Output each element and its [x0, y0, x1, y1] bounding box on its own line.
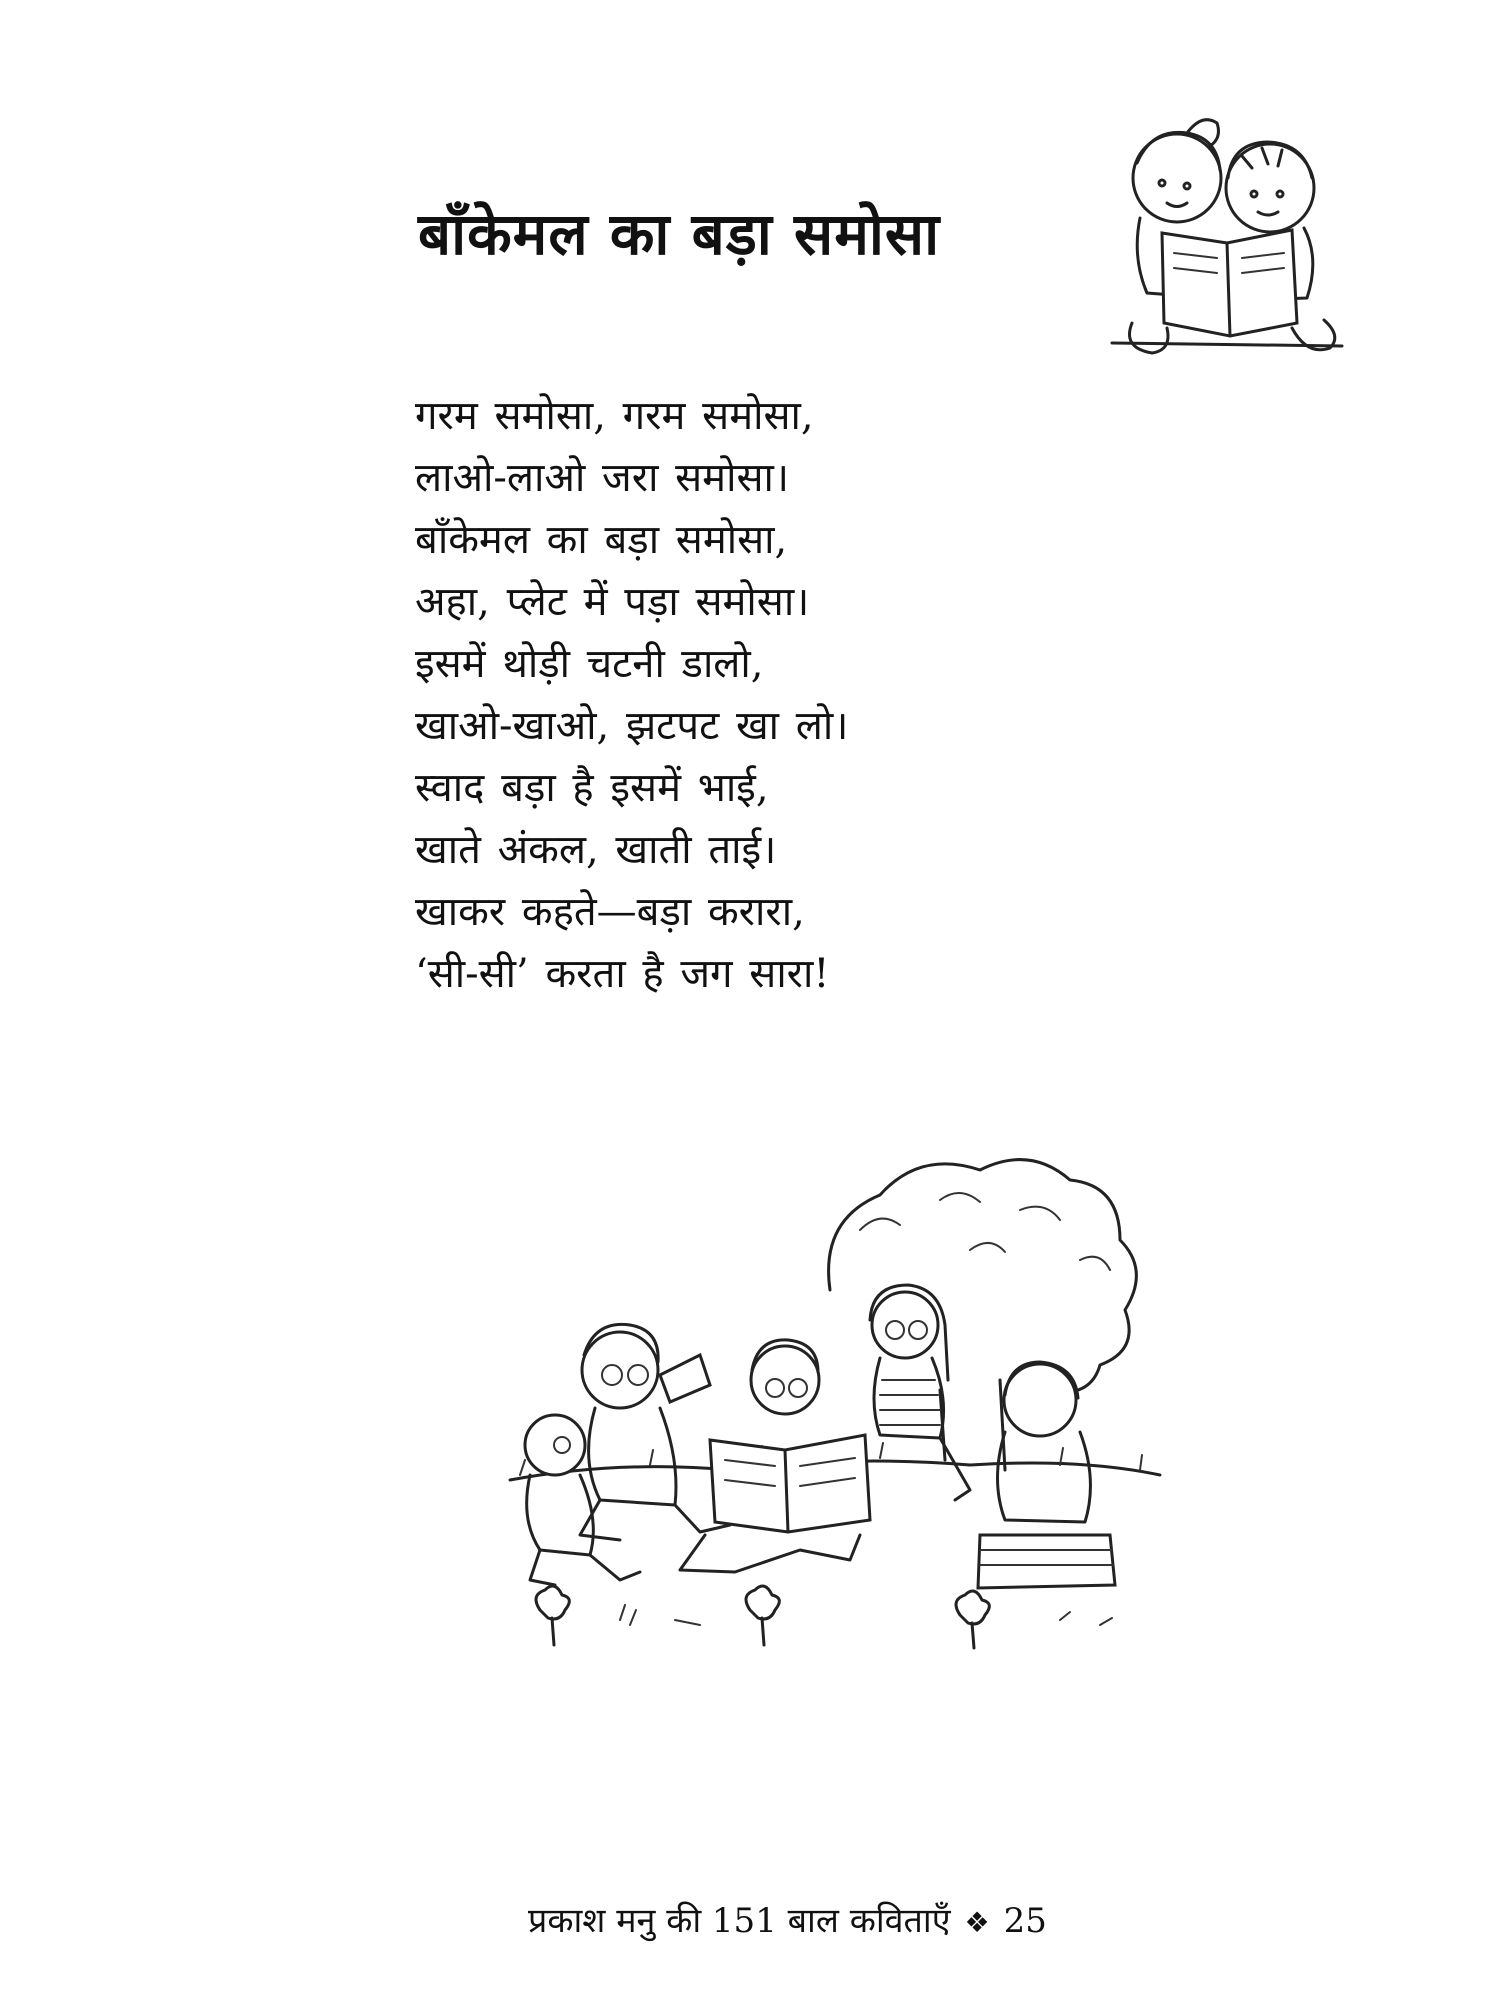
book-title: प्रकाश मनु की 151 बाल कविताएँ [528, 1901, 951, 1941]
children-under-tree-illustration [500, 1140, 1180, 1660]
page-footer [528, 1896, 1047, 1942]
poem-line: लाओ-लाओ जरा समोसा। [415, 455, 790, 501]
page-number: 25 [1003, 1901, 1047, 1941]
children-reading-illustration [1092, 108, 1362, 378]
poem-line: अहा, प्लेट में पड़ा समोसा। [415, 579, 810, 625]
ornament-icon: ❖ [964, 1906, 990, 1939]
poem-stanza [415, 385, 848, 1005]
poem-title: बाँकेमल का बड़ा समोसा [418, 200, 941, 268]
poem-line: इसमें थोड़ी चटनी डालो, [415, 641, 764, 687]
poem-line: स्वाद बड़ा है इसमें भाई, [415, 765, 769, 811]
poem-line: खाकर कहते—बड़ा करारा, [415, 889, 805, 935]
poem-line: खाओ-खाओ, झटपट खा लो। [415, 703, 849, 749]
poem-line: गरम समोसा, गरम समोसा, [415, 393, 814, 439]
poem-line: खाते अंकल, खाती ताई। [415, 827, 777, 873]
poem-line: बाँकेमल का बड़ा समोसा, [415, 517, 788, 563]
poem-line: ‘सी-सी’ करता है जग सारा! [415, 951, 830, 997]
